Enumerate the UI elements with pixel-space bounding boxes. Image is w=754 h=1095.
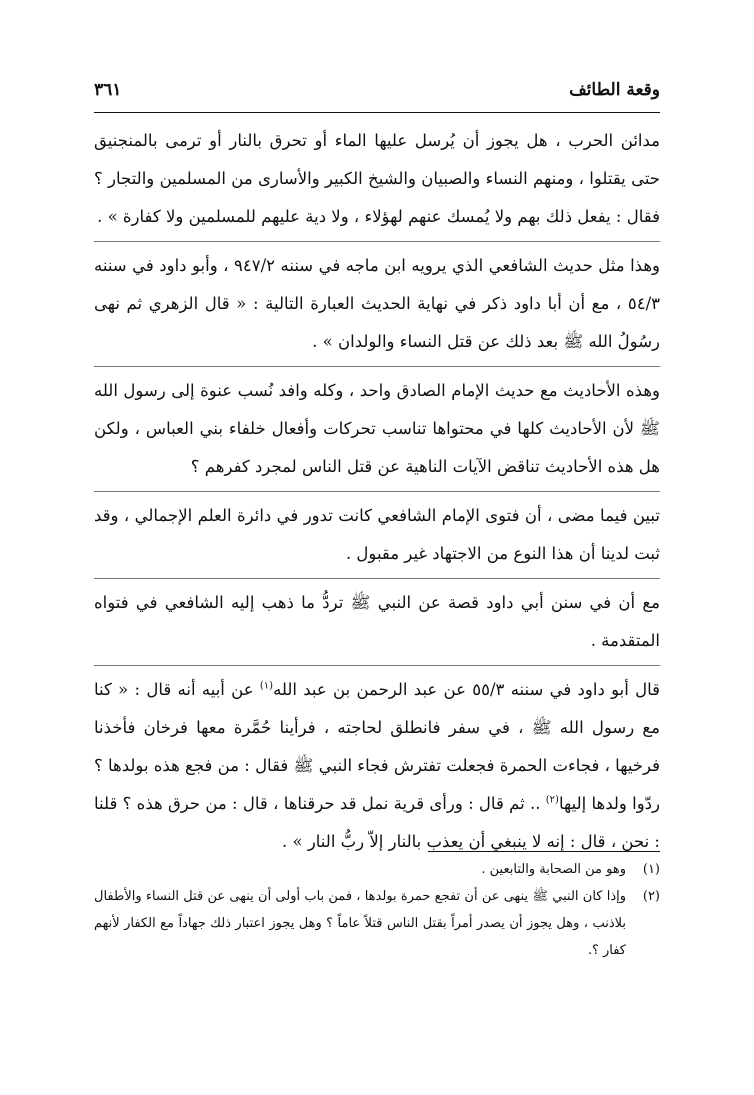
paragraph-with-footnote-refs (94, 671, 660, 861)
paragraph-separator (94, 366, 660, 367)
paragraph: وهذا مثل حديث الشافعي الذي يرويه ابن ماجه في سننه ٩٤٧/٢ ، وأبو داود في سننه ٥٤/٣ ، مع أن أبا داود ذكر في نهاية الحديث العبارة التالية : « قال الزهري ثم نهى رسُولُ الله ﷺ بعد ذلك عن قتل النساء والولدان » . (94, 256, 660, 351)
footnote (94, 883, 660, 964)
footnote-ref[interactable]: (٢) (545, 794, 559, 806)
footnote-number: (١) (642, 862, 660, 877)
paragraph-separator (94, 241, 660, 242)
text-run: عن أبيه أنه قال : « كنا مع رسول الله ﷺ ، في سفر فانطلق لحاجته ، فرأينا حُمَّرة معها فرخان فأخذنا فرخيها ، فجاءت الحمرة فجعلت تفترش فجاء النبي ﷺ فقال : من فجع هذه بولدها ؟ ردّوا ولدها إليها (94, 680, 660, 813)
page-header (94, 76, 660, 113)
text-run: قال أبو داود في سننه ٥٥/٣ عن عبد الرحمن بن عبد الله (273, 680, 660, 699)
footnotes (94, 856, 660, 964)
page-number: ٣٦١ (94, 80, 122, 100)
footnote (94, 856, 660, 883)
paragraph-separator (94, 578, 660, 579)
footnote-number: (٢) (642, 889, 660, 904)
footnote-text: وهو من الصحابة والتابعين . (481, 862, 626, 877)
paragraph: مدائن الحرب ، هل يجوز أن يُرسل عليها الماء أو تحرق بالنار أو ترمى بالمنجنيق حتى يقتلوا ، ومنهم النساء والصبيان والشيخ الكبير والأسارى من المسلمين والتجار ؟ فقال : يفعل ذلك بهم ولا يُمسك عنهم لهؤلاء ، ولا دية عليهم للمسلمين ولا كفارة » . (94, 131, 660, 226)
footnote-text: وإذا كان النبي ﷺ ينهى عن أن تفجع حمرة بولدها ، فمن باب أولى أن ينهى عن قتل النساء والأطفال بلاذنب ، وهل يجوز أن يصدر أمراً بقتل الناس قتلاً عاماً ؟ وهل يجوز اعتبار ذلك جهاداً مع الكفار لأنهم كفار ؟. (94, 889, 626, 958)
paragraph: وهذه الأحاديث مع حديث الإمام الصادق واحد ، وكله وافد نُسب عنوة إلى رسول الله ﷺ لأن الأحاديث كلها في محتواها تناسب تحركات وأفعال خلفاء بني العباس ، ولكن هل هذه الأحاديث تناقض الآيات الناهية عن قتل الناس لمجرد كفرهم ؟ (94, 381, 660, 476)
paragraph-separator (94, 665, 660, 666)
footnote-separator (428, 851, 660, 852)
paragraph: مع أن في سنن أبي داود قصة عن النبي ﷺ تردُّ ما ذهب إليه الشافعي في فتواه المتقدمة . (94, 593, 660, 650)
running-title: وقعة الطائف (569, 80, 660, 100)
footnote-ref[interactable]: (١) (259, 680, 274, 692)
paragraph: تبين فيما مضى ، أن فتوى الإمام الشافعي كانت تدور في دائرة العلم الإجمالي ، وقد ثبت لدينا أن هذا النوع من الاجتهاد غير مقبول . (94, 506, 660, 563)
text-run: .. ثم قال : ورأى قرية نمل قد حرقناها ، قال : من حرق هذه ؟ قلنا : نحن ، قال : إنه لا ينبغي أن يعذب بالنار إلاّ ربُّ النار » . (94, 794, 660, 851)
paragraph-separator (94, 491, 660, 492)
body-text (94, 122, 660, 861)
